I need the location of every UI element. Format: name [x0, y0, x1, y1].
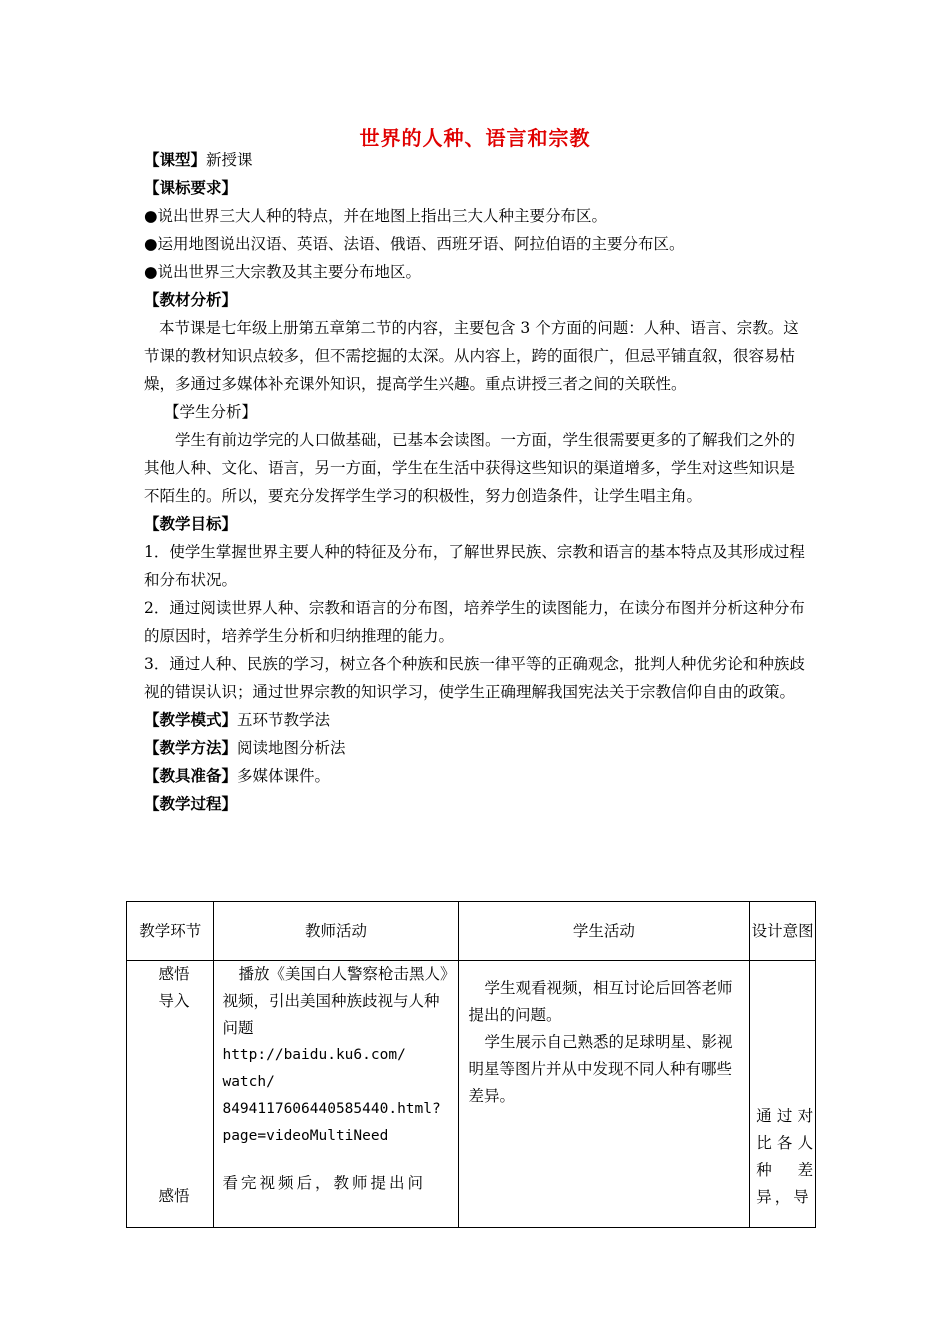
standard-item: ●说出世界三大宗教及其主要分布地区。 [144, 263, 422, 281]
equipment-line [144, 762, 810, 790]
design-intent-cell [750, 961, 816, 1228]
textbook-analysis-heading: 【教材分析】 [144, 290, 238, 309]
equipment-value: 多媒体课件。 [237, 767, 331, 785]
teaching-method-label: 【教学方法】 [144, 738, 238, 757]
header-student: 学生活动 [458, 902, 750, 961]
student-activity-text: 学生展示自己熟悉的足球明星、影视明星等图片并从中发现不同人种有哪些差异。 [468, 1033, 733, 1105]
table-header-row [127, 902, 816, 961]
student-analysis-text: 学生有前边学完的人口做基础，已基本会读图。一方面，学生很需要更多的了解我们之外的其他人种、文化、语言，另一方面，学生在生活中获得这些知识的渠道增多，学生对这些知识是不陌生的。所以，要充分发挥学生学习的积极性，努力创造条件，让学生唱主角。 [144, 431, 796, 505]
teacher-activity-continued: 看完视频后，教师提出问 [222, 1174, 426, 1192]
teaching-method-line [144, 734, 810, 762]
document-body [144, 146, 810, 818]
objective-item: 1．使学生掌握世界主要人种的特征及分布，了解世界民族、宗教和语言的基本特点及其形成过程和分布状况。 [144, 543, 805, 589]
teaching-mode-line [144, 706, 810, 734]
video-url[interactable]: http://baidu.ku6.com/ watch/ 8494117606440585440.html? page=videoMultiNeed [222, 1047, 441, 1144]
teaching-method-value: 阅读地图分析法 [237, 739, 346, 757]
student-analysis-heading: 【学生分析】 [164, 403, 258, 421]
header-teacher: 教师活动 [214, 902, 458, 961]
design-intent-text: 通过对比各人种差异，导 [756, 1107, 817, 1206]
standards-heading: 【课标要求】 [144, 178, 238, 197]
stage-label-top: 感悟 导入 [158, 965, 190, 1010]
course-type-value: 新授课 [206, 151, 253, 169]
textbook-analysis-text: 本节课是七年级上册第五章第二节的内容，主要包含 3 个方面的问题：人种、语言、宗教。这节课的教材知识点较多，但不需挖掘的太深。从内容上，跨的面很广，但忌平铺直叙，很容易枯燥，多通过多媒体补充课外知识，提高学生兴趣。重点讲授三者之间的关联性。 [144, 319, 799, 393]
stage-label-bottom: 感悟 [158, 1187, 190, 1205]
course-type-line [144, 146, 810, 174]
student-activity-cell [458, 961, 750, 1228]
teacher-activity-cell [214, 961, 458, 1228]
header-stage: 教学环节 [127, 902, 214, 961]
stage-cell [127, 961, 214, 1228]
teacher-activity-text: 播放《美国白人警察枪击黑人》视频，引出美国种族歧视与人种问题 [222, 965, 448, 1037]
student-activity-text: 学生观看视频，相互讨论后回答老师提出的问题。 [468, 979, 733, 1024]
teaching-mode-value: 五环节教学法 [237, 711, 331, 729]
document-title: 世界的人种、语言和宗教 [359, 126, 591, 150]
teaching-mode-label: 【教学模式】 [144, 710, 238, 729]
standard-item: ●说出世界三大人种的特点，并在地图上指出三大人种主要分布区。 [144, 207, 608, 225]
course-type-label: 【课型】 [144, 150, 207, 169]
objective-item: 2．通过阅读世界人种、宗教和语言的分布图，培养学生的读图能力，在读分布图并分析这种分布的原因时，培养学生分析和归纳推理的能力。 [144, 599, 805, 645]
standard-item: ●运用地图说出汉语、英语、法语、俄语、西班牙语、阿拉伯语的主要分布区。 [144, 235, 685, 253]
objectives-heading: 【教学目标】 [144, 514, 238, 533]
equipment-label: 【教具准备】 [144, 766, 238, 785]
process-table [126, 901, 816, 1228]
process-heading: 【教学过程】 [144, 794, 238, 813]
table-row [127, 961, 816, 1228]
header-design: 设计意图 [750, 902, 816, 961]
objective-item: 3．通过人种、民族的学习，树立各个种族和民族一律平等的正确观念，批判人种优劣论和种族歧视的错误认识；通过世界宗教的知识学习，使学生正确理解我国宪法关于宗教信仰自由的政策。 [144, 655, 805, 701]
